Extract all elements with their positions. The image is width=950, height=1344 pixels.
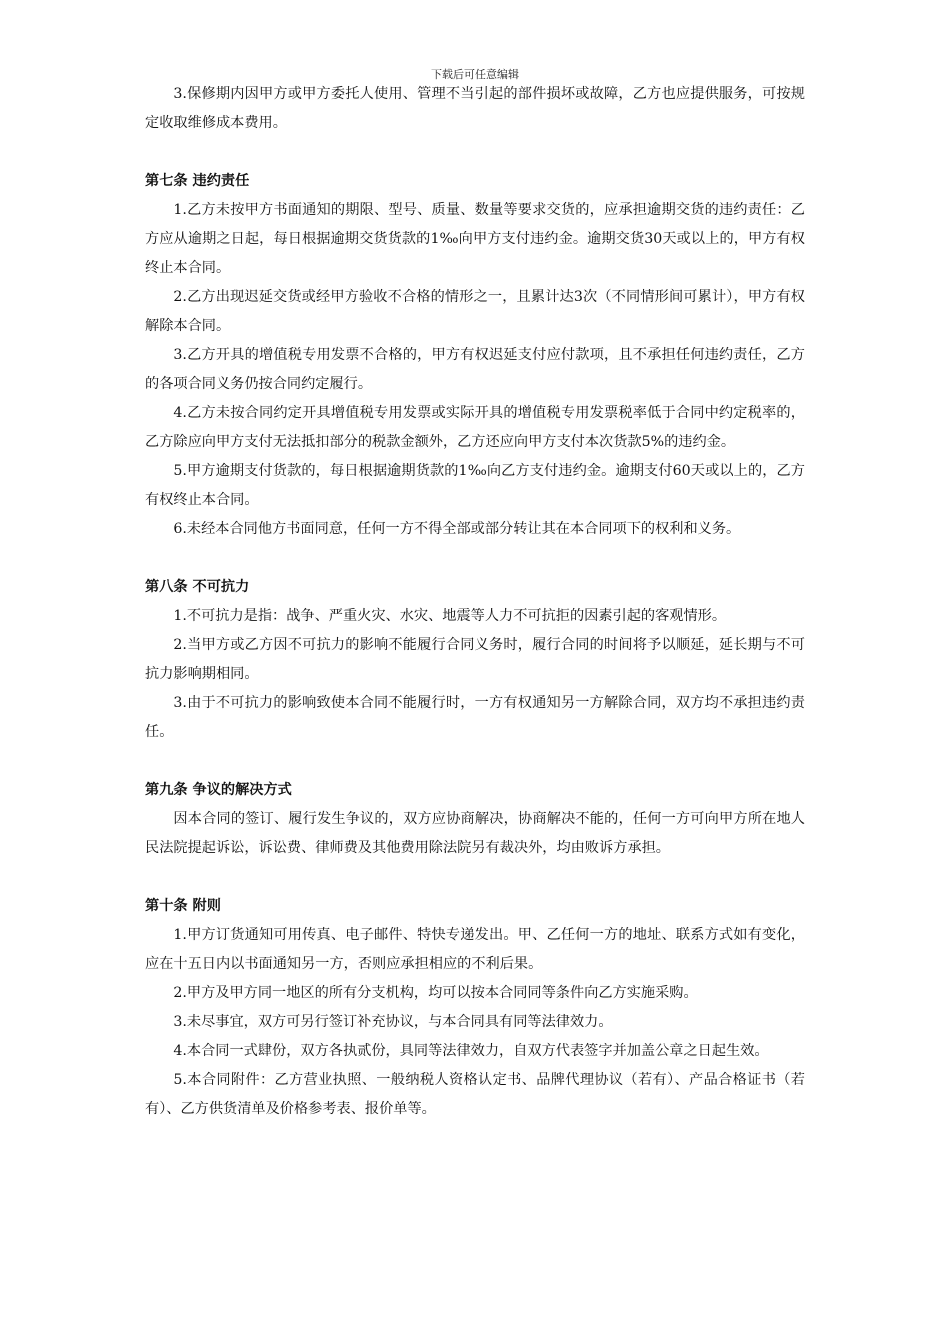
- clause-paragraph: 4.乙方未按合同约定开具增值税专用发票或实际开具的增值税专用发票税率低于合同中约定税率的，乙方除应向甲方支付无法抵扣部分的税款金额外，乙方还应向甲方支付本次货款5%的违约金。: [145, 405, 805, 450]
- clause-paragraph: 2.甲方及甲方同一地区的所有分支机构，均可以按本合同同等条件向乙方实施采购。: [173, 985, 698, 1001]
- clause-paragraph: 1.不可抗力是指：战争、严重火灾、水灾、地震等人力不可抗拒的因素引起的客观情形。: [173, 608, 727, 624]
- clause-paragraph: 4.本合同一式肆份，双方各执贰份，具同等法律效力，自双方代表签字并加盖公章之日起生效。: [173, 1043, 769, 1059]
- clause-paragraph: 5.甲方逾期支付货款的，每日根据逾期货款的1‰向乙方支付违约金。逾期支付60天或以上的，乙方有权终止本合同。: [145, 463, 805, 508]
- section-heading: 第九条 争议的解决方式: [145, 782, 292, 798]
- section-heading: 第十条 附则: [145, 898, 221, 914]
- clause-paragraph: 1.甲方订货通知可用传真、电子邮件、特快专递发出。甲、乙任何一方的地址、联系方式如有变化，应在十五日内以书面通知另一方，否则应承担相应的不利后果。: [145, 927, 805, 972]
- clause-paragraph: 1.乙方未按甲方书面通知的期限、型号、质量、数量等要求交货的，应承担逾期交货的违约责任：乙方应从逾期之日起，每日根据逾期交货货款的1‰向甲方支付违约金。逾期交货30天或以上的，甲方有权终止本合同。: [145, 202, 805, 276]
- section-heading: 第七条 违约责任: [145, 173, 250, 189]
- clause-paragraph: 5.本合同附件：乙方营业执照、一般纳税人资格认定书、品牌代理协议（若有）、产品合格证书（若有）、乙方供货清单及价格参考表、报价单等。: [145, 1072, 805, 1117]
- clause-paragraph: 3.由于不可抗力的影响致使本合同不能履行时，一方有权通知另一方解除合同，双方均不承担违约责任。: [145, 695, 805, 740]
- clause-paragraph: 6.未经本合同他方书面同意，任何一方不得全部或部分转让其在本合同项下的权利和义务。: [173, 521, 741, 537]
- section-article-10: [145, 892, 805, 1124]
- warranty-clause-3: 3.保修期内因甲方或甲方委托人使用、管理不当引起的部件损坏或故障，乙方也应提供服务，可按规定收取维修成本费用。: [145, 86, 805, 131]
- clause-paragraph: 3.未尽事宜，双方可另行签订补充协议，与本合同具有同等法律效力。: [173, 1014, 613, 1030]
- section-article-9: [145, 776, 805, 863]
- clause-paragraph: 3.乙方开具的增值税专用发票不合格的，甲方有权迟延支付应付款项，且不承担任何违约责任，乙方的各项合同义务仍按合同约定履行。: [145, 347, 805, 392]
- clause-paragraph: 2.乙方出现迟延交货或经甲方验收不合格的情形之一，且累计达3次（不同情形间可累计），甲方有权解除本合同。: [145, 289, 805, 334]
- clause-paragraph: 2.当甲方或乙方因不可抗力的影响不能履行合同义务时，履行合同的时间将予以顺延，延长期与不可抗力影响期相同。: [145, 637, 805, 682]
- document-body: [145, 80, 805, 1124]
- page-header-note: 下载后可任意编辑: [431, 68, 519, 81]
- section-article-7: [145, 167, 805, 544]
- section-article-8: [145, 573, 805, 747]
- section-heading: 第八条 不可抗力: [145, 579, 250, 595]
- clause-paragraph: 因本合同的签订、履行发生争议的，双方应协商解决，协商解决不能的，任何一方可向甲方所在地人民法院提起诉讼，诉讼费、律师费及其他费用除法院另有裁决外，均由败诉方承担。: [145, 811, 805, 856]
